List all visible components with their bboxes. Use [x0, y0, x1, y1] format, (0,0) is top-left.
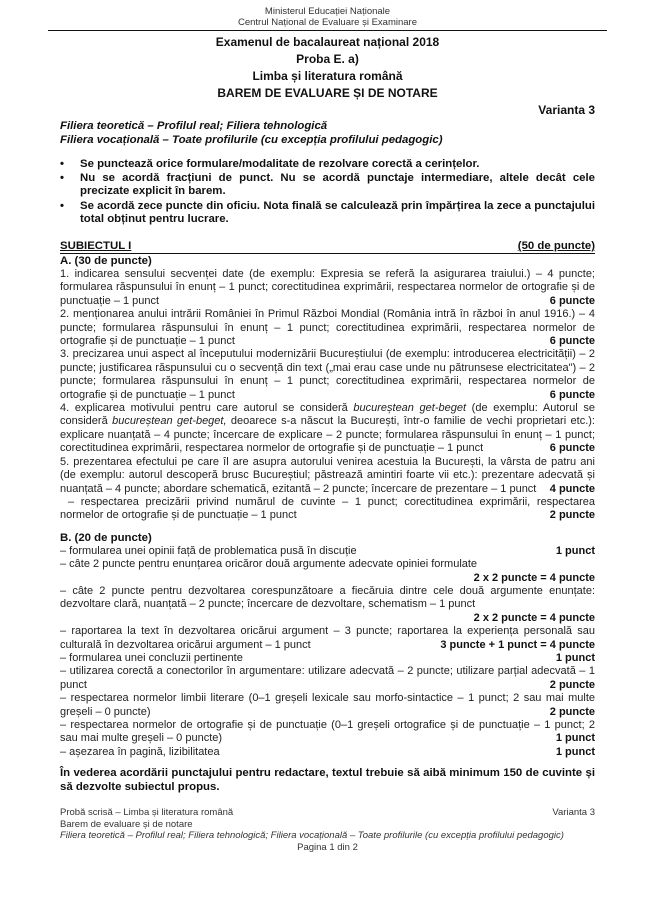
footer-exam: Probă scrisă – Limba și literatura română	[60, 807, 234, 819]
scoring-item: 5. prezentarea efectului pe care îl are asupra autorului venirea acestuia la București, la vârsta de patru ani (de exemplu: autorul descoperă brusc Bucureștiul; păstrează amintiri foarte vii etc.): prezentare adecvată și nuanțată – 4 puncte; abordare schematică, ezitantă – 2 puncte; încercare de prezentare – 1 punct 4 puncte	[60, 455, 595, 495]
scoring-item: – formularea unei concluzii pertinente 1 punct	[60, 651, 595, 664]
item-points: 2 puncte	[549, 705, 595, 718]
item-points: 6 puncte	[549, 388, 595, 401]
barem-title: BAREM DE EVALUARE ȘI DE NOTARE	[217, 86, 438, 100]
footer-filiera: Filiera teoretică – Profilul real; Filiera tehnologică; Filiera vocațională – Toate profilurile (cu excepția profilului pedagogic)	[60, 830, 564, 842]
header-rule	[48, 30, 607, 31]
item-points: 2 x 2 puncte = 4 puncte	[473, 571, 595, 584]
section-a-title: A. (30 de puncte)	[60, 255, 152, 268]
footer-varianta: Varianta 3	[552, 807, 595, 819]
scoring-item: – respectarea normelor limbii literare (0–1 greșeli lexicale sau morfo-sintactice – 1 punct; 2 sau mai multe greșeli – 0 puncte) 2 puncte	[60, 692, 595, 718]
general-notes	[60, 158, 595, 226]
scoring-item: 1. indicarea sensului secvenței date (de exemplu: Expresia se referă la asigurarea traiului.) – 4 puncte; formularea răspunsului în enunț – 1 punct; corectitudinea exprimării, respectarea normelor de ortografie și de punctuație – 1 punct 6 puncte	[60, 268, 595, 307]
subject-title: Limba și literatura română	[252, 69, 403, 83]
item-points: 2 puncte	[549, 678, 595, 691]
item-points: 6 puncte	[549, 442, 595, 455]
scoring-item: – respectarea normelor de ortografie și de punctuație (0–1 greșeli ortografice și de punctuație – 1 punct; 2 sau mai multe greșeli – 0 puncte) 1 punct	[60, 719, 595, 745]
footer-barem: Barem de evaluare și de notare	[60, 818, 193, 830]
page-footer	[60, 807, 595, 853]
scoring-item: – formularea unei opinii față de problematica pusă în discuție 1 punct	[60, 544, 595, 557]
note-item: • Se punctează orice formulare/modalitate de rezolvare corectă a cerințelor.	[60, 158, 480, 170]
scoring-item: – respectarea precizării privind numărul de cuvinte – 1 punct; corectitudinea exprimării, respectarea normelor de ortografie și de punctuație – 1 punct 2 puncte	[60, 495, 595, 522]
item-points: 1 punct	[555, 651, 595, 664]
item-points: 2 x 2 puncte = 4 puncte	[473, 611, 595, 624]
scoring-item: 4. explicarea motivului pentru care autorul se consideră bucureștean get-beget (de exemplu: Autorul se consideră bucureștean get-beget, deoarece s-a născut la București, într-o familie de vechi proprietari etc.): explicare nuanțată – 4 puncte; încercare de explicare – 2 puncte; formularea răspunsului în enunț – 1 punct; corectitudinea exprimării, respectarea normelor de ortografie și de punctuație – 1 punct 6 puncte	[60, 402, 595, 455]
scoring-item: – raportarea la text în dezvoltarea oricărui argument – 3 puncte; raportarea la experiența personală sau culturală în dezvoltarea oricărui argument – 1 punct 3 puncte + 1 punct = 4 puncte	[60, 625, 595, 651]
exam-title: Examenul de bacalaureat național 2018	[215, 35, 440, 49]
filiera-block	[60, 119, 595, 147]
scoring-item: – așezarea în pagină, lizibilitatea 1 punct	[60, 745, 595, 758]
bullet-icon: •	[60, 172, 64, 185]
filiera-line: Filiera vocațională – Toate profilurile (cu excepția profilului pedagogic)	[60, 134, 443, 146]
item-points: 3 puncte + 1 punct = 4 puncte	[440, 638, 595, 651]
section-b-title: B. (20 de puncte)	[60, 531, 152, 544]
subject-heading	[60, 240, 595, 254]
note-item: • Nu se acordă fracțiuni de punct. Nu se acordă punctaje intermediare, altele decât cele precizate explicit în barem.	[60, 172, 595, 198]
bullet-icon: •	[60, 158, 64, 170]
item-points: 1 punct	[555, 732, 595, 745]
varianta-label: Varianta 3	[538, 103, 595, 117]
bullet-icon: •	[60, 199, 64, 212]
proba-title: Proba E. a)	[296, 52, 359, 66]
scoring-item: 3. precizarea unui aspect al începutului modernizării Bucureștiului (de exemplu: introducerea electricității) – 2 puncte; justificarea răspunsului cu o secvență din text („mai erau case unde nu pătrunsese electricitatea") – 2 puncte; formularea răspunsului în enunț – 1 punct; corectitudinea exprimării, respectarea normelor de ortografie și de punctuație – 1 punct 6 puncte	[60, 348, 595, 401]
scoring-item: – utilizarea corectă a conectorilor în argumentare: utilizare adecvată – 2 puncte; utilizare parțial adecvată – 1 punct 2 puncte	[60, 665, 595, 691]
scoring-item: – câte 2 puncte pentru dezvoltarea corespunzătoare a fiecăruia dintre cele două argumente enunțate: dezvoltare clară, nuanțată – 2 puncte; încercare de dezvoltare, schematism – 1 punct 2 x 2 puncte = 4 puncte	[60, 584, 595, 624]
center-name: Centrul Național de Evaluare și Examinare	[237, 17, 417, 28]
note-item: • Se acordă zece puncte din oficiu. Nota finală se calculează prin împărțirea la zece a punctajului total obținut pentru lucrare.	[60, 199, 595, 225]
scoring-item: – câte 2 puncte pentru enunțarea oricăror două argumente adecvate opiniei formulate 2 x 2 puncte = 4 puncte	[60, 558, 595, 584]
final-note: În vederea acordării punctajului pentru redactare, textul trebuie să aibă minimum 150 de cuvinte și să dezvolte subiectul propus.	[60, 767, 595, 794]
scoring-item: 2. menționarea anului intrării României în Primul Război Mondial (România intră în război în anul 1916.) – 4 puncte; formularea răspunsului în enunț – 1 punct; corectitudinea exprimării, respectarea normelor de ortografie și de punctuație – 1 punct 6 puncte	[60, 308, 595, 348]
filiera-line: Filiera teoretică – Profilul real; Filiera tehnologică	[60, 120, 328, 132]
item-points: 4 puncte	[549, 482, 595, 495]
item-points: 6 puncte	[549, 335, 595, 348]
ministry-name: Ministerul Educației Naționale	[264, 6, 391, 17]
item-points: 6 puncte	[549, 294, 595, 307]
item-points: 1 punct	[555, 745, 595, 758]
page-number: Pagina 1 din 2	[297, 842, 358, 854]
subject-title: SUBIECTUL I	[60, 240, 132, 253]
item-points: 1 punct	[555, 544, 595, 557]
ministry-header	[60, 6, 595, 28]
item-points: 2 puncte	[549, 509, 595, 522]
document-page	[60, 0, 595, 854]
subject-points: (50 de puncte)	[517, 240, 595, 253]
